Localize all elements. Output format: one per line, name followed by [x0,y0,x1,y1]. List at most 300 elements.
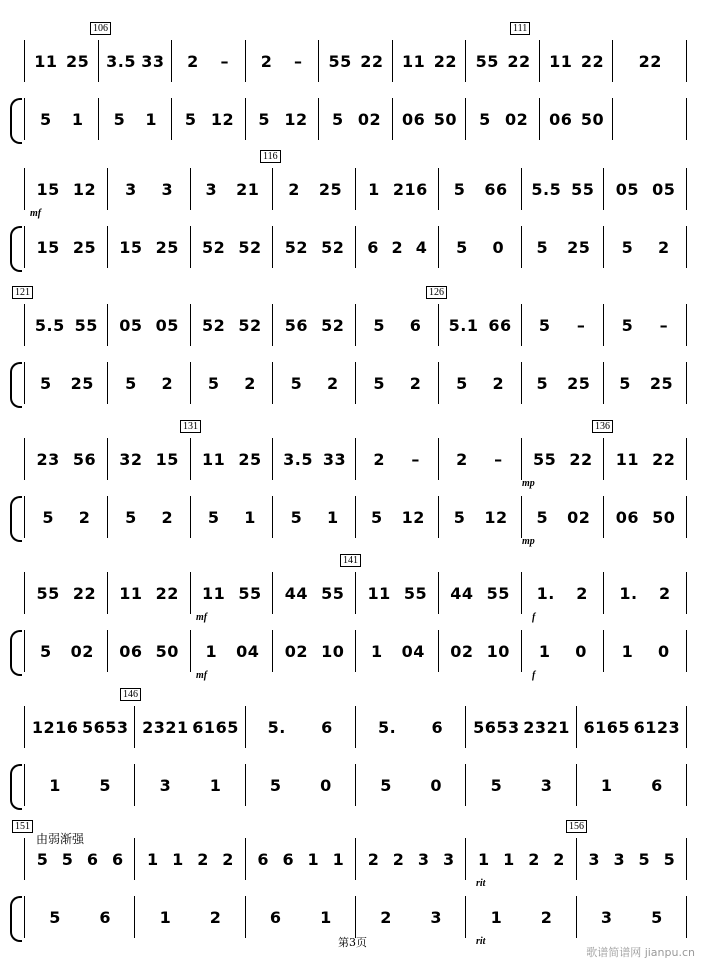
measure [361,304,434,346]
barline [603,496,604,538]
barline [686,438,687,480]
note-group: 2 [392,849,405,869]
barline [245,764,246,806]
note-group: 52 [238,237,262,257]
lower-staff [24,226,686,268]
barline [521,630,522,672]
note-group: 33 [141,51,165,71]
measure [527,630,600,672]
barline [318,40,319,82]
barline [355,838,356,880]
upper-staff [24,168,686,210]
note-group: 06 [549,109,573,129]
measure [251,40,315,82]
measure [527,362,600,404]
note-group: 44 [284,583,309,603]
barline [355,896,356,938]
measure [113,438,186,480]
note-group: 25 [318,179,343,199]
barline [134,764,135,806]
note-group: 216 [392,179,428,199]
note-group: 2 [187,51,199,71]
note-group: 25 [70,373,94,393]
note-group: 44 [450,583,474,603]
barline [245,896,246,938]
upper-staff [24,706,686,748]
measure [30,98,94,140]
note-group: 52 [284,237,309,257]
dynamic-mark: mf [196,612,208,623]
note-group: 2 [78,507,91,527]
measure-number: 136 [592,420,613,433]
note-group: 3 [430,907,443,927]
measure-number: 126 [426,286,447,299]
measure [618,98,682,140]
barline [465,896,466,938]
note-group: 55 [403,583,428,603]
measure [582,838,682,880]
barline [438,572,439,614]
barline [272,438,273,480]
system [0,555,705,681]
measure [278,168,351,210]
measure [196,362,269,404]
note-group: 5. [378,717,397,737]
note-group: 6 [431,717,444,737]
note-group: 5 [638,849,651,869]
note-group: 3.5 [106,51,136,71]
barline [134,896,135,938]
note-group: 6 [282,849,295,869]
note-group: 1 [205,641,218,661]
note-group: 2 [373,449,385,469]
note-group: 5 [490,775,503,795]
barline [576,764,577,806]
measure [196,304,269,346]
note-group: 23 [36,449,60,469]
barline [603,304,604,346]
barline [686,168,687,210]
note-group: 5 [456,237,468,257]
barline [438,362,439,404]
measure [471,896,571,938]
measure [527,572,600,614]
measure [30,630,103,672]
barline [392,98,393,140]
measure [30,438,103,480]
note-group: 5 [207,373,220,393]
note-group: 11 [202,449,226,469]
measure [582,764,682,806]
note-group: 02 [450,641,474,661]
note-group: 5 [99,775,112,795]
note-group: 50 [433,109,458,129]
measure [618,40,682,82]
measure [361,764,461,806]
barline [134,706,135,748]
barline [24,706,25,748]
barline [686,896,687,938]
barline [24,40,25,82]
barline [245,706,246,748]
barline [465,838,466,880]
note-group: 22 [638,51,662,71]
staff-brace [10,98,22,144]
barline [24,496,25,538]
note-group: 05 [155,315,179,335]
note-group: 1 [244,507,256,527]
measure [444,630,517,672]
note-group: 02 [284,641,309,661]
note-group: 1 [49,775,61,795]
note-group: 5 [373,373,385,393]
note-group: 52 [238,315,262,335]
barline [603,226,604,268]
measure-number: 106 [90,22,111,35]
measure [444,226,517,268]
note-group: 5 [663,849,676,869]
barline [686,764,687,806]
dynamic-mark: rit [476,878,486,889]
measure [278,226,351,268]
measure [609,226,682,268]
barline [603,438,604,480]
note-group: 2 [528,849,540,869]
note-group: 15 [155,449,179,469]
note-group: 66 [488,315,512,335]
note-group: 50 [580,109,605,129]
note-group: 55 [74,315,98,335]
note-group: 25 [66,51,90,71]
barline [686,706,687,748]
note-group: 22 [569,449,593,469]
measure [177,40,241,82]
system [0,689,705,814]
note-group: 10 [321,641,345,661]
note-group: 55 [328,51,352,71]
note-group: 5 [36,849,49,869]
note-group: 5 [619,373,631,393]
note-group: 1 [159,907,172,927]
lower-staff [24,496,686,538]
measure [609,304,682,346]
note-group: 0 [492,237,505,257]
note-group: 05 [119,315,143,335]
note-group: 5 [621,315,634,335]
note-group: 1. [536,583,555,603]
barline [355,630,356,672]
barline [107,304,108,346]
barline [603,168,604,210]
measure [196,226,269,268]
note-group: 2 [409,373,422,393]
note-group: – [659,315,669,335]
note-group: 5 [125,373,137,393]
note-group: 55 [238,583,262,603]
barline [465,98,466,140]
note-group: 3 [159,775,172,795]
lower-staff [24,362,686,404]
barline [612,98,613,140]
measure [251,896,351,938]
note-group: 2 [367,849,380,869]
note-group: 25 [155,237,179,257]
barline [272,168,273,210]
barline [318,98,319,140]
barline [539,98,540,140]
barline [686,362,687,404]
barline [686,304,687,346]
note-group: 5 [40,373,52,393]
dynamic-mark: mf [196,670,208,681]
note-group: 0 [657,641,670,661]
note-group: 11 [549,51,573,71]
note-group: 25 [238,449,262,469]
note-group: 2 [657,237,670,257]
note-group: 1 [147,849,159,869]
note-group: 5653 [81,717,129,737]
note-group: 5 [536,237,549,257]
measure [30,362,103,404]
barline [190,304,191,346]
note-group: 6 [111,849,124,869]
note-group: 55 [36,583,60,603]
measure [113,168,186,210]
note-group: 1. [619,583,638,603]
note-group: 2 [659,583,671,603]
barline [107,630,108,672]
measure [361,226,434,268]
barline [272,226,273,268]
note-group: – [220,51,229,71]
note-group: 11 [367,583,391,603]
note-group: 06 [615,507,640,527]
barline [686,572,687,614]
measure [177,98,241,140]
staff-brace [10,496,22,542]
system [0,151,705,276]
note-group: 11 [34,51,58,71]
barline [521,496,522,538]
staff-brace [10,764,22,810]
barline [355,226,356,268]
note-group: 5 [371,507,383,527]
note-group: 55 [533,449,557,469]
note-group: 15 [36,237,60,257]
barline [24,838,25,880]
barline [24,304,25,346]
barline [24,438,25,480]
measure [196,168,269,210]
system [0,421,705,547]
note-group: 1 [600,775,613,795]
staff-brace [10,630,22,676]
measure [471,40,535,82]
measure [527,304,600,346]
barline [24,896,25,938]
barline [521,438,522,480]
note-group: 5 [207,507,220,527]
note-group: 3 [205,179,218,199]
note-group: 6 [321,717,333,737]
barline [245,40,246,82]
note-group: 06 [119,641,143,661]
note-group: 2 [244,373,256,393]
note-group: 2 [260,51,273,71]
note-group: 5.5 [34,315,65,335]
note-group: 22 [580,51,605,71]
note-group: 56 [284,315,309,335]
barline [190,572,191,614]
measure [30,226,103,268]
note-group: 52 [321,237,345,257]
note-group: 6 [651,775,663,795]
note-group: 11 [119,583,143,603]
barline [355,764,356,806]
note-group: 56 [72,449,97,469]
measure [140,764,240,806]
measure [471,98,535,140]
note-group: 3 [161,179,174,199]
measure [361,362,434,404]
barline [521,362,522,404]
note-group: 5 [380,775,392,795]
measure [545,98,609,140]
note-group: 3 [442,849,455,869]
barline [24,98,25,140]
measure [30,40,94,82]
note-group: 04 [236,641,260,661]
barline [24,226,25,268]
note-group: 25 [567,373,591,393]
note-group: 1 [490,907,503,927]
note-group: 6 [269,907,282,927]
note-group: 3 [600,907,613,927]
barline [603,362,604,404]
note-group: 2 [540,907,553,927]
barline [465,40,466,82]
note-group: 1 [209,775,222,795]
note-group: 4 [415,237,428,257]
note-group: 02 [357,109,382,129]
note-group: 5 [536,507,549,527]
measure [196,438,269,480]
note-group: 5. [267,717,286,737]
barline [521,304,522,346]
note-group: 0 [575,641,587,661]
note-group: 12 [484,507,508,527]
measure [278,630,351,672]
watermark-text: 歌谱简谱网 jianpu.cn [586,946,695,959]
barline [190,630,191,672]
note-group: 22 [507,51,531,71]
measure [324,98,388,140]
barline [438,630,439,672]
measure-number: 156 [566,820,587,833]
note-group: 05 [615,179,640,199]
barline [355,438,356,480]
note-group: 0 [430,775,443,795]
measure [609,496,682,538]
barline [465,706,466,748]
measure [196,496,269,538]
note-group: 5 [456,373,468,393]
note-group: 5 [538,315,551,335]
note-group: 02 [567,507,591,527]
note-group: 52 [202,315,226,335]
measure [361,706,461,748]
note-group: 32 [119,449,143,469]
barline [465,764,466,806]
note-group: 2 [161,373,174,393]
note-group: 5 [651,907,663,927]
barline [245,838,246,880]
measure [609,168,682,210]
measure [545,40,609,82]
measure [113,496,186,538]
measure [471,838,571,880]
barline [576,706,577,748]
barline [603,572,604,614]
note-group: 5 [621,237,634,257]
measure [113,572,186,614]
note-group: 25 [567,237,591,257]
measure [196,630,269,672]
measure [113,304,186,346]
note-group: 22 [155,583,179,603]
note-group: 25 [72,237,97,257]
barline [98,98,99,140]
page-number: 第3页 [338,936,367,949]
barline [171,40,172,82]
barline [272,630,273,672]
note-group: 2 [456,449,468,469]
note-group: 12 [72,179,97,199]
measure [30,496,103,538]
barline [438,304,439,346]
barline [190,226,191,268]
barline [171,98,172,140]
barline [245,98,246,140]
measure [278,362,351,404]
measure [609,438,682,480]
note-group: 5 [453,179,466,199]
barline [24,572,25,614]
note-group: 5.1 [448,315,479,335]
measure [398,40,462,82]
measure [140,706,240,748]
measure [251,706,351,748]
measure [251,98,315,140]
barline [355,304,356,346]
note-group: 1 [307,849,320,869]
measure [278,572,351,614]
barline [107,362,108,404]
upper-staff [24,40,686,82]
barline [686,630,687,672]
note-group: 5 [479,109,491,129]
note-group: 5 [42,507,54,527]
note-group: 66 [484,179,508,199]
measure [278,496,351,538]
note-group: 2 [326,373,339,393]
barline [355,168,356,210]
note-group: 5 [536,373,549,393]
measure [609,362,682,404]
measure [527,496,600,538]
system [0,287,705,412]
note-group: 2 [209,907,222,927]
